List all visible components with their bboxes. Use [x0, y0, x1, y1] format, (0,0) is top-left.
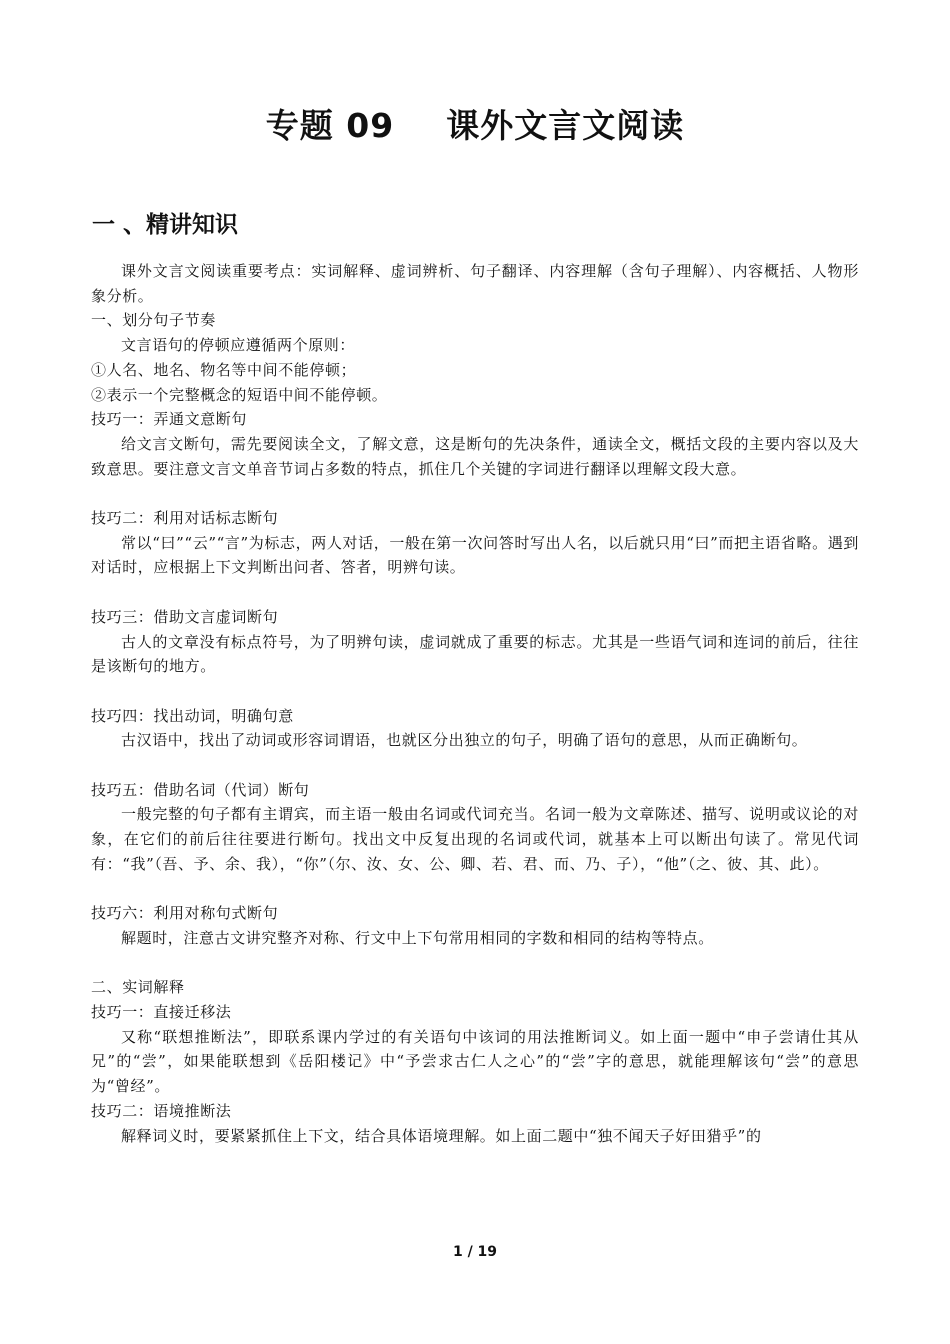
spacer	[91, 679, 859, 704]
spacer	[91, 580, 859, 605]
technique-heading: 技巧四：找出动词，明确句意	[91, 706, 294, 725]
paragraph: 文言语句的停顿应遵循两个原则：	[121, 336, 356, 355]
technique-heading: 技巧五：借助名词（代词）断句	[91, 780, 310, 799]
subsection-heading-sentence-rhythm: 一、划分句子节奏	[91, 311, 216, 330]
spacer	[91, 481, 859, 506]
technique-heading: 技巧一：弄通文意断句	[91, 410, 248, 429]
principle-item: ②表示一个完整概念的短语中间不能停顿。	[91, 385, 388, 404]
paragraph: 又称“联想推断法”，即联系课内学过的有关语句中该词的用法推断词义。如上面一题中“申子尝请仕其从兄”的“尝”，如果能联想到《岳阳楼记》中“予尝求古仁人之心”的“尝”字的意思，就能理解该句“尝”的意思为“曾经”。	[91, 1027, 859, 1096]
paragraph: 解题时，注意古文讲究整齐对称、行文中上下句常用相同的字数和相同的结构等特点。	[121, 928, 714, 947]
spacer	[91, 877, 859, 902]
technique-heading: 技巧二：利用对话标志断句	[91, 509, 279, 528]
technique-heading: 技巧二：语境推断法	[91, 1101, 232, 1120]
document-body	[91, 259, 859, 1148]
technique-heading: 技巧六：利用对称句式断句	[91, 904, 279, 923]
technique-heading: 技巧一：直接迁移法	[91, 1003, 232, 1021]
spacer	[91, 951, 859, 976]
document-title	[0, 100, 950, 147]
paragraph: 给文言文断句，需先要阅读全文，了解文意，这是断句的先决条件，通读全文，概括文段的主要内容以及大致意思。要注意文言文单音节词占多数的特点，抓住几个关键的字词进行翻译以理解文段大意。	[91, 434, 859, 478]
intro-paragraph: 课外文言文阅读重要考点：实词解释、虚词辨析、句子翻译、内容理解（含句子理解）、内容概括、人物形象分析。	[91, 262, 859, 305]
page-number: 1 / 19	[452, 1244, 498, 1260]
paragraph: 解释词义时，要紧紧抓住上下文，结合具体语境理解。如上面二题中“独不闻天子好田猎乎”的	[121, 1126, 762, 1145]
title-topic-name: 课外文言文阅读	[446, 106, 685, 145]
spacer	[91, 753, 859, 778]
technique-heading: 技巧三：借助文言虚词断句	[91, 607, 279, 626]
section-heading: 一 、精讲知识	[92, 212, 239, 238]
paragraph: 一般完整的句子都有主谓宾，而主语一般由名词或代词充当。名词一般为文章陈述、描写、说明或议论的对象，在它们的前后往往要进行断句。找出文中反复出现的名词或代词，就基本上可以断出句读了。常见代词有：“我”（吾、予、余、我），“你”（尔、汝、女、公、卿、若、君、而、乃、子），“他”（之、彼、其、此）。	[91, 805, 859, 873]
title-topic-number: 专题 09	[265, 106, 395, 145]
subsection-heading-word-meaning: 二、实词解释	[91, 978, 185, 997]
paragraph: 古汉语中，找出了动词或形容词谓语，也就区分出独立的句子，明确了语句的意思，从而正确断句。	[121, 731, 808, 750]
paragraph: 古人的文章没有标点符号，为了明辨句读，虚词就成了重要的标志。尤其是一些语气词和连词的前后，往往是该断句的地方。	[91, 632, 859, 676]
principle-item: ①人名、地名、物名等中间不能停顿；	[91, 360, 357, 379]
paragraph: 常以“曰”“云”“言”为标志，两人对话，一般在第一次问答时写出人名，以后就只用“曰”而把主语省略。遇到对话时，应根据上下文判断出问者、答者，明辨句读。	[91, 533, 859, 577]
